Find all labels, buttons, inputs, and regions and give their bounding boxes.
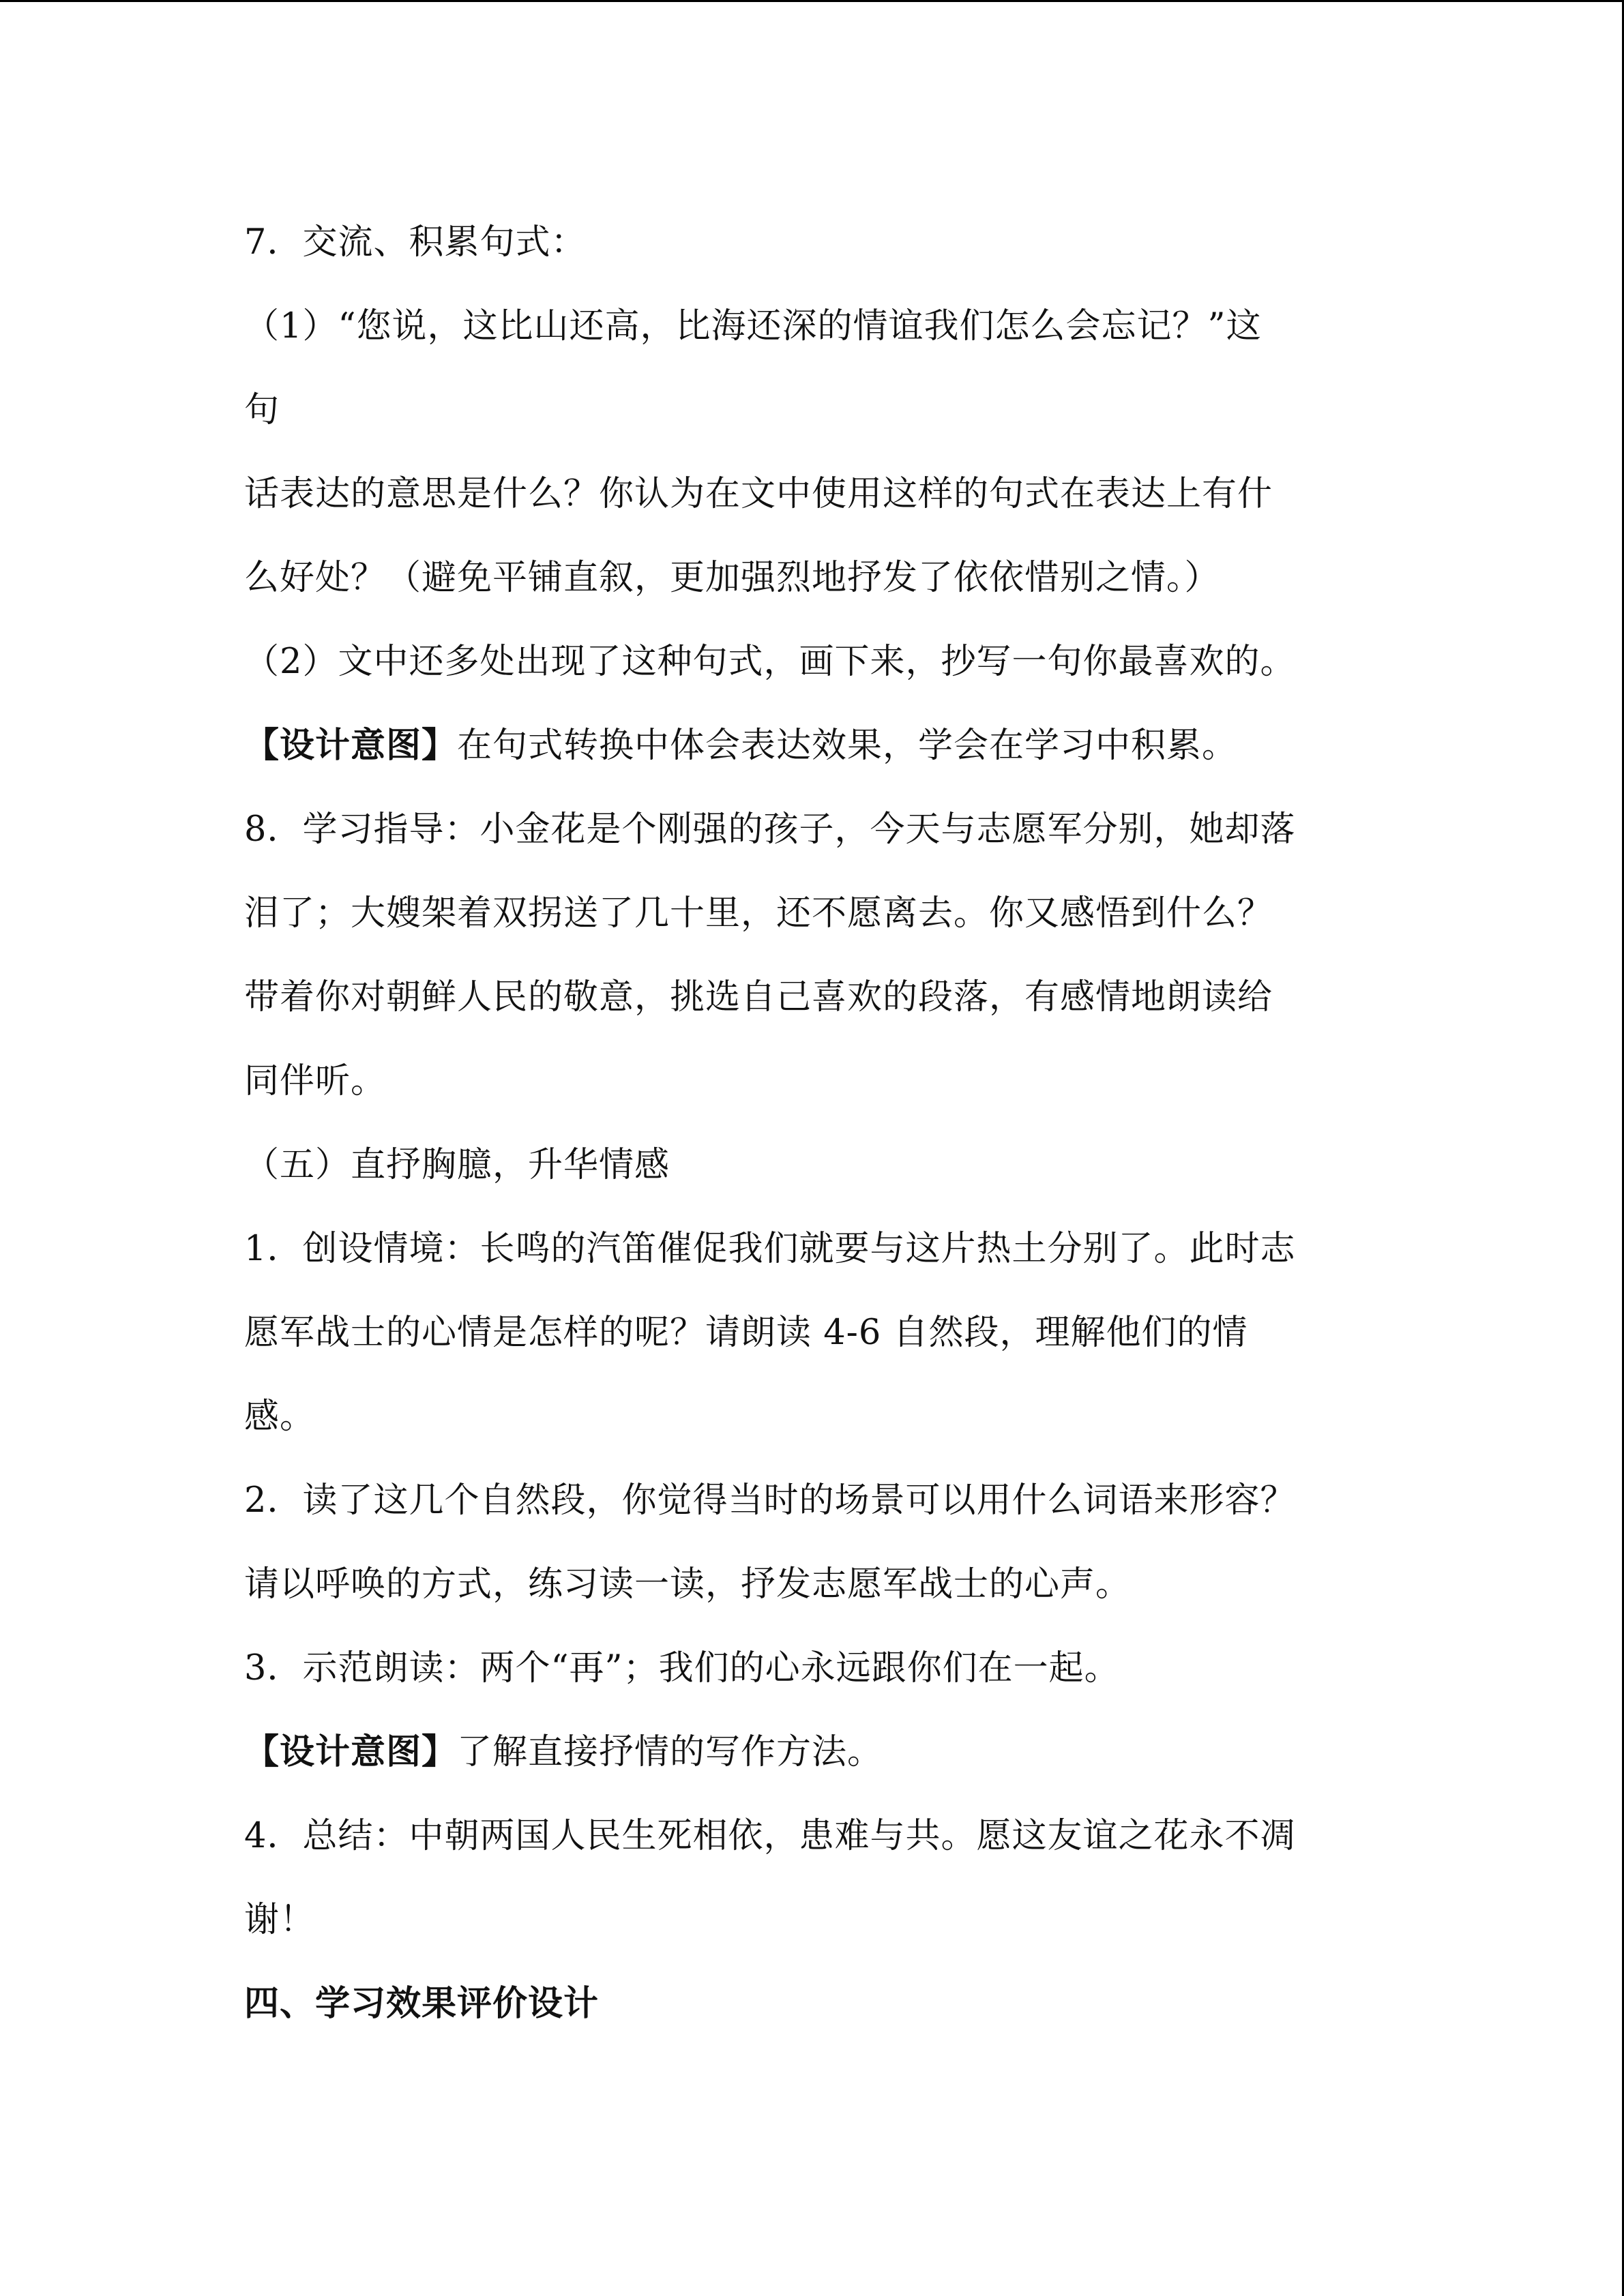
line-5-text: 么好处？（避免平铺直叙，更加强烈地抒发了依依惜别之情。） xyxy=(244,558,1220,598)
line-10 xyxy=(244,955,1390,1039)
line-13-text: 1．创设情境：长鸣的汽笛催促我们就要与这片热土分别了。此时志 xyxy=(244,1229,1296,1269)
design-intent-text-2: 了解直接抒情的写作方法。 xyxy=(457,1732,883,1772)
section-five-title xyxy=(244,1123,1390,1207)
line-1-text: 7．交流、积累句式： xyxy=(244,222,587,263)
line-1 xyxy=(244,200,1390,284)
line-10-text: 带着你对朝鲜人民的敬意，挑选自己喜欢的段落，有感情地朗读给 xyxy=(244,977,1273,1017)
section-four-heading-text: 四、学习效果评价设计 xyxy=(244,1983,600,2024)
line-18-text: 3．示范朗读：两个“再”；我们的心永远跟你们在一起。 xyxy=(244,1648,1120,1688)
top-border xyxy=(0,0,1624,2)
line-5 xyxy=(244,536,1390,620)
line-3 xyxy=(244,368,1390,452)
line-21-text: 谢！ xyxy=(244,1900,316,1940)
line-14-text: 愿军战士的心情是怎样的呢？请朗读 4-6 自然段，理解他们的情 xyxy=(244,1313,1248,1353)
section-four-heading xyxy=(244,1962,1390,2046)
line-16-text: 2．读了这几个自然段，你觉得当时的场景可以用什么词语来形容？ xyxy=(244,1480,1296,1521)
line-15 xyxy=(244,1375,1390,1459)
design-intent-label-1: 【设计意图】 xyxy=(244,725,458,766)
line-11 xyxy=(244,1039,1390,1123)
line-13 xyxy=(244,1207,1390,1291)
design-intent-text-1: 在句式转换中体会表达效果，学会在学习中积累。 xyxy=(457,726,1238,766)
line-3-text: 句 xyxy=(244,390,280,430)
line-8-text: 8．学习指导：小金花是个刚强的孩子，今天与志愿军分别，她却落 xyxy=(244,809,1296,850)
line-6 xyxy=(244,620,1390,704)
design-intent-line-2 xyxy=(244,1710,1390,1794)
line-17-text: 请以呼唤的方式，练习读一读，抒发志愿军战士的心声。 xyxy=(244,1564,1132,1605)
line-20-text: 4．总结：中朝两国人民生死相依，患难与共。愿这友谊之花永不凋 xyxy=(244,1816,1296,1856)
document-page xyxy=(244,200,1390,2046)
line-8 xyxy=(244,788,1390,871)
section-five-title-text: （五）直抒胸臆，升华情感 xyxy=(244,1145,670,1185)
line-4 xyxy=(244,452,1390,536)
line-20 xyxy=(244,1794,1390,1878)
line-9 xyxy=(244,871,1390,955)
line-6-text: （2）文中还多处出现了这种句式，画下来，抄写一句你最喜欢的。 xyxy=(244,642,1296,682)
line-16 xyxy=(244,1459,1390,1542)
line-15-text: 感。 xyxy=(244,1397,316,1437)
line-2-text: （1）“您说，这比山还高，比海还深的情谊我们怎么会忘记？”这 xyxy=(244,306,1262,346)
line-11-text: 同伴听。 xyxy=(244,1061,387,1101)
line-14 xyxy=(244,1291,1390,1375)
line-21 xyxy=(244,1878,1390,1962)
line-17 xyxy=(244,1542,1390,1626)
line-18 xyxy=(244,1626,1390,1710)
line-2 xyxy=(244,284,1390,368)
line-9-text: 泪了；大嫂架着双拐送了几十里，还不愿离去。你又感悟到什么？ xyxy=(244,893,1273,934)
design-intent-label-2: 【设计意图】 xyxy=(244,1731,458,1772)
line-4-text: 话表达的意思是什么？你认为在文中使用这样的句式在表达上有什 xyxy=(244,474,1273,514)
design-intent-line-1 xyxy=(244,704,1390,788)
